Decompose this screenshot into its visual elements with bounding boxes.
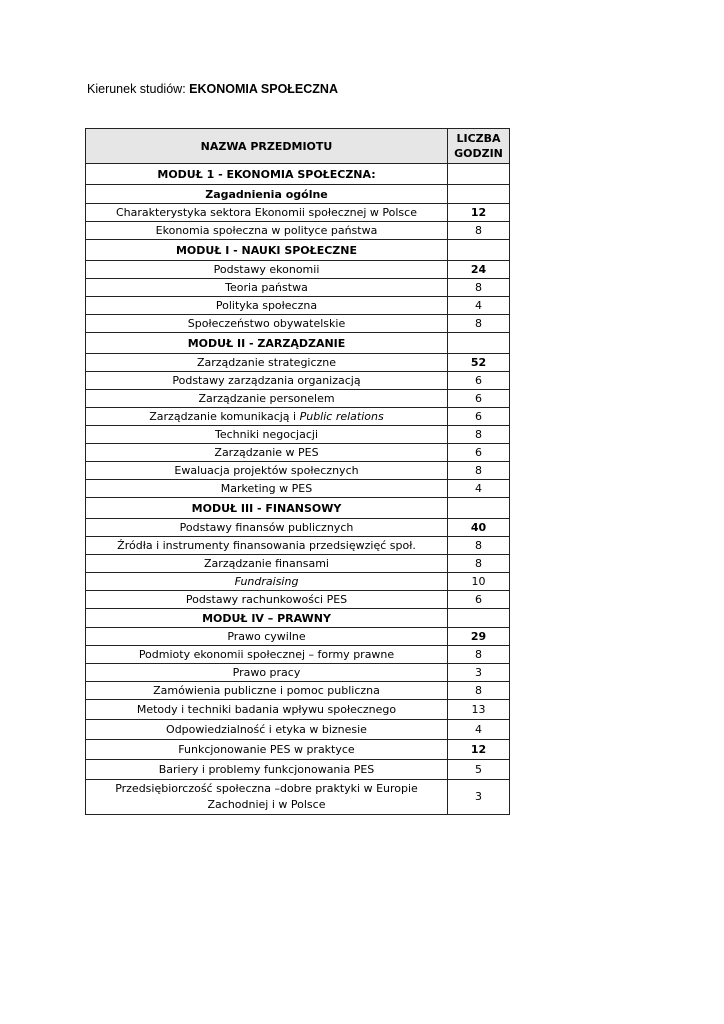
row-name: Metody i techniki badania wpływu społecznego (136, 703, 397, 716)
hours-cell: 29 (448, 628, 510, 646)
hours-cell: 24 (448, 261, 510, 279)
row-name: Ewaluacja projektów społecznych (174, 464, 359, 477)
subject-name-cell (86, 537, 448, 555)
curriculum-table (85, 128, 510, 815)
page-title (87, 82, 338, 96)
module-row (86, 240, 510, 261)
row-name: MODUŁ IV – PRAWNY (202, 611, 331, 625)
row-name: MODUŁ 1 - EKONOMIA SPOŁECZNA: (157, 167, 376, 181)
subject-name-cell (86, 462, 448, 480)
row-name: MODUŁ II - ZARZĄDZANIE (187, 336, 346, 350)
row-name: Przedsiębiorczość społeczna –dobre praktyki w Europie Zachodniej i w Polsce (115, 782, 418, 811)
row-name: Zarządzanie strategiczne (196, 356, 337, 369)
row-name: Zarządzanie komunikacją i (149, 410, 300, 423)
subject-name-cell (86, 204, 448, 222)
hours-cell: 8 (448, 222, 510, 240)
row-name: Zagadnienia ogólne (205, 187, 328, 201)
hours-cell: 4 (448, 720, 510, 740)
subject-name-cell (86, 519, 448, 537)
hours-cell: 4 (448, 480, 510, 498)
subject-name-cell (86, 628, 448, 646)
header-hours (448, 129, 510, 164)
row-name: MODUŁ I - NAUKI SPOŁECZNE (175, 243, 357, 257)
row-name: Charakterystyka sektora Ekonomii społecznej w Polsce (116, 206, 417, 219)
subject-name-cell (86, 480, 448, 498)
table-row (86, 628, 510, 646)
table-row (86, 700, 510, 720)
row-name: Teoria państwa (225, 281, 308, 294)
hours-cell: 8 (448, 555, 510, 573)
table-row (86, 519, 510, 537)
subject-name-cell (86, 426, 448, 444)
subject-name-cell (86, 279, 448, 297)
header-hours-line1: LICZBA (456, 132, 501, 145)
hours-cell: 13 (448, 700, 510, 720)
row-name: Marketing w PES (220, 482, 313, 495)
table-row (86, 480, 510, 498)
hours-cell: 10 (448, 573, 510, 591)
hours-cell: 6 (448, 372, 510, 390)
table-row (86, 261, 510, 279)
hours-cell: 6 (448, 408, 510, 426)
module-name-cell (86, 164, 448, 185)
hours-cell: 8 (448, 682, 510, 700)
table-row (86, 372, 510, 390)
hours-cell: 3 (448, 780, 510, 815)
table-row (86, 591, 510, 609)
table-row (86, 780, 510, 815)
module-name-cell (86, 333, 448, 354)
table-row (86, 297, 510, 315)
table-row (86, 555, 510, 573)
subject-name-cell (86, 664, 448, 682)
subject-name-cell (86, 740, 448, 760)
table-row (86, 720, 510, 740)
subject-name-cell (86, 573, 448, 591)
subheader-row (86, 185, 510, 204)
hours-cell: 8 (448, 462, 510, 480)
table-row (86, 315, 510, 333)
row-name: Zarządzanie w PES (214, 446, 319, 459)
row-name: Podmioty ekonomii społecznej – formy prawne (138, 648, 395, 661)
row-name: Podstawy ekonomii (213, 263, 320, 276)
subject-name-cell (86, 682, 448, 700)
table-row (86, 204, 510, 222)
hours-cell (448, 609, 510, 628)
row-name: Prawo pracy (232, 666, 301, 679)
table-row (86, 444, 510, 462)
hours-cell: 5 (448, 760, 510, 780)
row-name: Prawo cywilne (227, 630, 306, 643)
module-name-cell (86, 498, 448, 519)
subject-name-cell (86, 444, 448, 462)
subject-name-cell (86, 372, 448, 390)
row-name: Odpowiedzialność i etyka w biznesie (166, 723, 367, 736)
hours-cell (448, 240, 510, 261)
subject-name-cell (86, 354, 448, 372)
row-name: Ekonomia społeczna w polityce państwa (155, 224, 378, 237)
subject-name-cell (86, 780, 448, 815)
table-row (86, 664, 510, 682)
row-name: Społeczeństwo obywatelskie (187, 317, 346, 330)
table-header-row (86, 129, 510, 164)
hours-cell: 4 (448, 297, 510, 315)
hours-cell: 52 (448, 354, 510, 372)
row-name: Zamówienia publiczne i pomoc publiczna (153, 684, 380, 697)
hours-cell: 40 (448, 519, 510, 537)
subject-name-cell (86, 261, 448, 279)
hours-cell (448, 185, 510, 204)
row-name: Podstawy zarządzania organizacją (172, 374, 361, 387)
hours-cell: 8 (448, 315, 510, 333)
subject-name-cell (86, 591, 448, 609)
row-name: Zarządzanie personelem (198, 392, 335, 405)
table-row (86, 760, 510, 780)
hours-cell: 8 (448, 426, 510, 444)
table-row (86, 279, 510, 297)
hours-cell: 12 (448, 204, 510, 222)
hours-cell (448, 333, 510, 354)
header-hours-line2: GODZIN (454, 147, 503, 160)
module-row (86, 333, 510, 354)
hours-cell: 8 (448, 646, 510, 664)
hours-cell: 6 (448, 444, 510, 462)
hours-cell: 3 (448, 664, 510, 682)
subject-name-cell (86, 408, 448, 426)
subheader-name-cell (86, 609, 448, 628)
hours-cell (448, 498, 510, 519)
table-row (86, 646, 510, 664)
subject-name-cell (86, 390, 448, 408)
table-row (86, 390, 510, 408)
table-row (86, 462, 510, 480)
row-name: Bariery i problemy funkcjonowania PES (158, 763, 375, 776)
subject-name-cell (86, 646, 448, 664)
row-name: Podstawy rachunkowości PES (185, 593, 348, 606)
subject-name-cell (86, 555, 448, 573)
row-name: MODUŁ III - FINANSOWY (191, 501, 342, 515)
row-name-italic: Fundraising (234, 575, 299, 588)
hours-cell: 8 (448, 537, 510, 555)
table-row (86, 408, 510, 426)
row-name: Techniki negocjacji (214, 428, 319, 441)
subject-name-cell (86, 297, 448, 315)
subject-name-cell (86, 222, 448, 240)
module-row (86, 498, 510, 519)
module-row (86, 164, 510, 185)
subject-name-cell (86, 720, 448, 740)
table-row (86, 222, 510, 240)
hours-cell: 6 (448, 591, 510, 609)
subject-name-cell (86, 315, 448, 333)
row-name: Zarządzanie finansami (204, 557, 329, 570)
row-name: Polityka społeczna (215, 299, 318, 312)
subject-name-cell (86, 700, 448, 720)
module-name-cell (86, 240, 448, 261)
row-name: Funkcjonowanie PES w praktyce (178, 743, 355, 756)
table-row (86, 682, 510, 700)
subheader-row (86, 609, 510, 628)
table-row (86, 573, 510, 591)
hours-cell: 8 (448, 279, 510, 297)
subheader-name-cell (86, 185, 448, 204)
row-name: Źródła i instrumenty finansowania przedsięwzięć społ. (117, 539, 416, 552)
subject-name-cell (86, 760, 448, 780)
row-name-italic: Public relations (299, 410, 384, 423)
table-row (86, 537, 510, 555)
hours-cell: 6 (448, 390, 510, 408)
row-name: Podstawy finansów publicznych (179, 521, 354, 534)
title-prefix: Kierunek studiów: (87, 82, 190, 96)
header-subject-name: NAZWA PRZEDMIOTU (86, 129, 448, 164)
table-row (86, 354, 510, 372)
hours-cell (448, 164, 510, 185)
hours-cell: 12 (448, 740, 510, 760)
table-row (86, 426, 510, 444)
title-value: EKONOMIA SPOŁECZNA (189, 82, 338, 96)
table-row (86, 740, 510, 760)
table-body (86, 164, 510, 815)
